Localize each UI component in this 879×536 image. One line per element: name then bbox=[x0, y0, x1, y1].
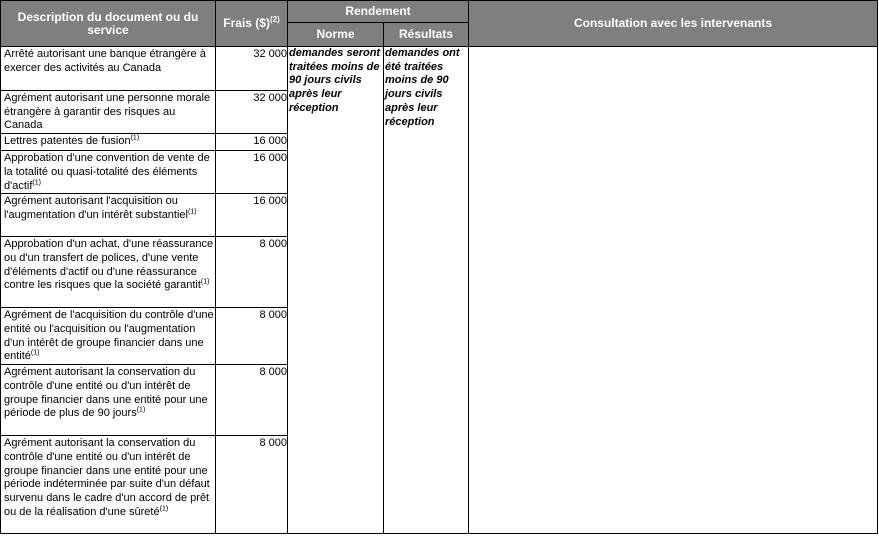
row-fee: 8 000 bbox=[216, 436, 288, 534]
table-row bbox=[1, 47, 878, 91]
header-fee bbox=[216, 1, 288, 47]
row-description bbox=[1, 151, 216, 194]
row-note: (1) bbox=[200, 278, 210, 286]
header-performance: Rendement bbox=[288, 1, 469, 23]
row-fee: 16 000 bbox=[216, 134, 288, 151]
row-fee: 8 000 bbox=[216, 308, 288, 365]
row-description bbox=[1, 194, 216, 237]
row-fee: 32 000 bbox=[216, 91, 288, 134]
row-fee: 16 000 bbox=[216, 151, 288, 194]
header-fee-note: (2) bbox=[269, 15, 280, 24]
row-fee: 16 000 bbox=[216, 194, 288, 237]
performance-results: demandes ont été traitées moins de 90 jours civils après leur réception bbox=[384, 47, 469, 534]
row-description-text: Lettres patentes de fusion bbox=[4, 135, 131, 148]
row-description-text: Agrément autorisant l'acquisition ou l'augmentation d'un intérêt substantiel bbox=[4, 195, 188, 221]
row-note: (1) bbox=[130, 134, 140, 142]
row-description bbox=[1, 365, 216, 436]
row-description-text: Agrément autorisant la conservation du contrôle d'une entité ou d'un intérêt de groupe financier dans une entité pour une période indéterminée par suite d'un défaut survenu dans le cadre d'un accord de prêt ou de la réalisation d'une sûreté bbox=[4, 437, 210, 518]
row-note: (1) bbox=[136, 406, 146, 414]
row-description-text: Arrêté autorisant une banque étrangère à exercer des activités au Canada bbox=[4, 48, 206, 74]
row-description bbox=[1, 308, 216, 365]
row-fee: 8 000 bbox=[216, 365, 288, 436]
performance-standard: demandes seront traitées moins de 90 jours civils après leur réception bbox=[288, 47, 384, 534]
header-standard: Norme bbox=[288, 23, 384, 47]
row-note: (1) bbox=[188, 208, 197, 216]
row-description-text: Agrément de l'acquisition du contrôle d'une entité ou l'acquisition ou l'augmentation d'un intérêt de groupe financier dans une entité bbox=[4, 309, 214, 363]
row-description bbox=[1, 91, 216, 134]
row-description bbox=[1, 134, 216, 151]
row-description bbox=[1, 436, 216, 534]
header-fee-label: Frais ($) bbox=[223, 16, 270, 30]
row-description bbox=[1, 47, 216, 91]
row-description-text: Approbation d'une convention de vente de la totalité ou quasi-totalité des éléments d'actif bbox=[4, 152, 210, 192]
row-description-text: Agrément autorisant une personne morale étrangère à garantir des risques au Canada bbox=[4, 92, 211, 132]
row-description-text: Approbation d'un achat, d'une réassurance ou d'un transfert de polices, d'une vente d'éléments d'actif ou d'une réassurance contre les risques que la société garantit bbox=[4, 238, 214, 292]
header-results: Résultats bbox=[384, 23, 469, 47]
row-description-text: Agrément autorisant la conservation du contrôle d'une entité ou d'un intérêt de groupe financier dans une entité pour une période de plus de 90 jours bbox=[4, 366, 208, 420]
row-note: (1) bbox=[32, 178, 41, 186]
row-fee: 32 000 bbox=[216, 47, 288, 91]
header-consultation: Consultation avec les intervenants bbox=[469, 1, 878, 47]
row-fee: 8 000 bbox=[216, 237, 288, 308]
consultation-cell bbox=[469, 47, 878, 534]
header-description: Description du document ou du service bbox=[1, 1, 216, 47]
row-description bbox=[1, 237, 216, 308]
row-note: (1) bbox=[159, 505, 169, 513]
row-note: (1) bbox=[30, 349, 40, 357]
